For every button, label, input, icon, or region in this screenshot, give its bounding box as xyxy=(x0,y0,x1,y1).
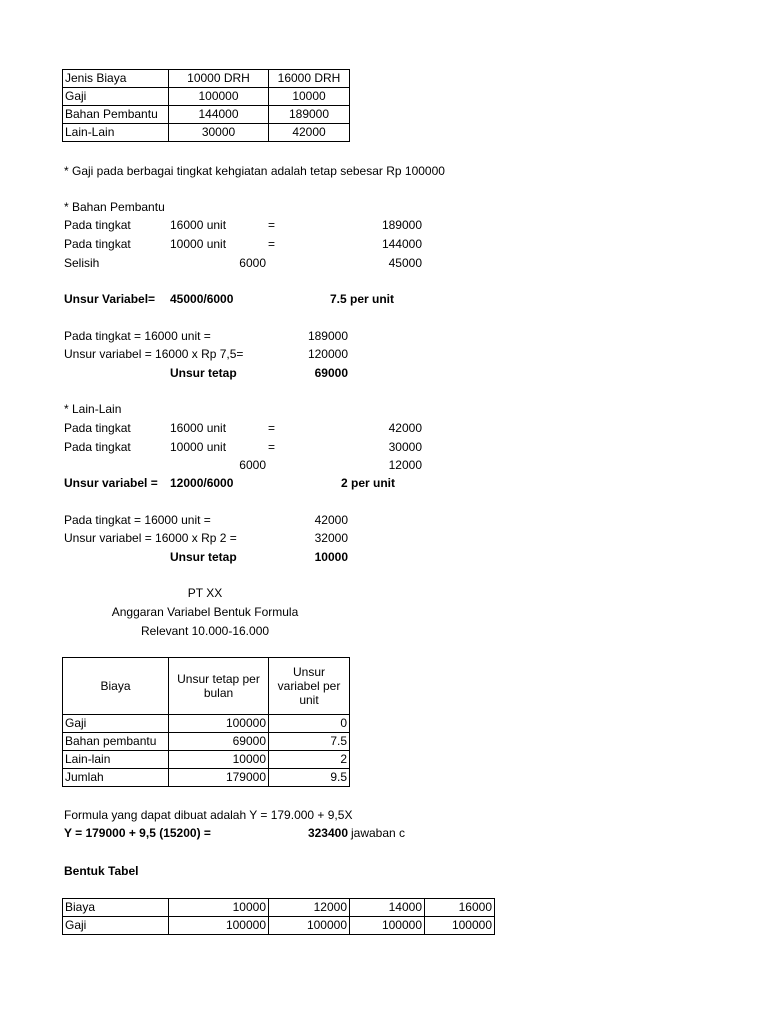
table-cell: 30000 xyxy=(169,124,269,142)
lain-title: * Lain-Lain xyxy=(64,402,122,416)
bahan-row1-eq: = xyxy=(268,218,276,232)
table-cell: 7.5 xyxy=(269,733,350,751)
table-row xyxy=(63,751,350,769)
header-cell: Jenis Biaya xyxy=(63,70,169,88)
header-cell: 12000 xyxy=(269,899,350,917)
bahan-row2-eq: = xyxy=(268,237,276,251)
table-cell: 100000 xyxy=(269,917,350,935)
bahan-row3-value: 45000 xyxy=(388,256,422,270)
table-header-row xyxy=(63,899,495,917)
table-row xyxy=(63,124,350,142)
table-cell: 10000 xyxy=(269,88,350,106)
lain-row2-eq: = xyxy=(268,440,276,454)
formula-answer: jawaban c xyxy=(351,826,406,840)
bahan-row2-value: 144000 xyxy=(381,237,422,251)
lain-row1-eq: = xyxy=(268,421,276,435)
formula-calc-label: Y = 179000 + 9,5 (15200) = xyxy=(64,826,211,840)
table-cell: 69000 xyxy=(169,733,269,751)
table-cell: 42000 xyxy=(269,124,350,142)
lain-row1-label: Pada tingkat xyxy=(64,421,131,435)
table-cell: 100000 xyxy=(425,917,495,935)
bahan-title: * Bahan Pembantu xyxy=(64,200,165,214)
lain-row2-value: 30000 xyxy=(388,440,422,454)
bahan-row3-diff: 6000 xyxy=(239,256,266,270)
table-cell: Lain-Lain xyxy=(63,124,169,142)
lain-calc2-value: 32000 xyxy=(314,531,348,545)
table-row xyxy=(63,715,350,733)
table-cell: 9.5 xyxy=(269,769,350,787)
table-cell: 100000 xyxy=(169,88,269,106)
bahan-row3-label: Selisih xyxy=(64,256,100,270)
bahan-variabel-formula: 45000/6000 xyxy=(170,292,234,306)
lain-row1-unit: 16000 unit xyxy=(170,421,227,435)
table-cell: 100000 xyxy=(169,715,269,733)
table-cell: 10000 xyxy=(169,751,269,769)
lain-variabel-label: Unsur variabel = xyxy=(64,476,158,490)
bahan-calc2-label: Unsur variabel = 16000 x Rp 7,5= xyxy=(64,347,244,361)
table-cell: 0 xyxy=(269,715,350,733)
table-cell: 144000 xyxy=(169,106,269,124)
table-cell: Lain-lain xyxy=(63,751,169,769)
bahan-row1-label: Pada tingkat xyxy=(64,218,131,232)
bahan-row1-unit: 16000 unit xyxy=(170,218,227,232)
lain-row3-diff: 6000 xyxy=(239,458,266,472)
table-cell: Bahan pembantu xyxy=(63,733,169,751)
header-cell: Biaya xyxy=(63,899,169,917)
table-row xyxy=(63,88,350,106)
table-row xyxy=(63,769,350,787)
table-header-row xyxy=(63,70,350,88)
bahan-row2-label: Pada tingkat xyxy=(64,237,131,251)
lain-calc1-value: 42000 xyxy=(314,513,348,527)
lain-row1-value: 42000 xyxy=(388,421,422,435)
note-gaji: * Gaji pada berbagai tingkat kehgiatan adalah tetap sebesar Rp 100000 xyxy=(64,164,445,178)
lain-variabel-formula: 12000/6000 xyxy=(170,476,234,490)
company-name: PT XX xyxy=(187,586,223,600)
bahan-variabel-result: 7.5 per unit xyxy=(330,292,395,306)
header-cell: 16000 xyxy=(425,899,495,917)
table-cell: 179000 xyxy=(169,769,269,787)
lain-calc1-label: Pada tingkat = 16000 unit = xyxy=(64,513,211,527)
header-cell: Unsur tetap per bulan xyxy=(169,658,269,715)
table-row xyxy=(63,733,350,751)
bahan-row1-value: 189000 xyxy=(381,218,422,232)
relevant-range: Relevant 10.000-16.000 xyxy=(140,624,270,638)
table-cell: 100000 xyxy=(169,917,269,935)
bahan-calc1-value: 189000 xyxy=(307,329,348,343)
table-cell: Jumlah xyxy=(63,769,169,787)
bentuk-tabel-table xyxy=(62,898,495,935)
lain-row2-unit: 10000 unit xyxy=(170,440,227,454)
budget-title: Anggaran Variabel Bentuk Formula xyxy=(111,605,299,619)
table-cell: 100000 xyxy=(350,917,425,935)
budget-formula-table xyxy=(62,657,350,787)
table-row xyxy=(63,917,495,935)
lain-calc2-label: Unsur variabel = 16000 x Rp 2 = xyxy=(64,531,237,545)
header-cell: 16000 DRH xyxy=(269,70,350,88)
header-cell: Unsur variabel per unit xyxy=(269,658,350,715)
bahan-row2-unit: 10000 unit xyxy=(170,237,227,251)
table-header-row xyxy=(63,658,350,715)
table-cell: Gaji xyxy=(63,917,169,935)
table-cell: Gaji xyxy=(63,715,169,733)
header-cell: Biaya xyxy=(63,658,169,715)
bahan-calc1-label: Pada tingkat = 16000 unit = xyxy=(64,329,211,343)
table-cell: Gaji xyxy=(63,88,169,106)
header-cell: 10000 DRH xyxy=(169,70,269,88)
table-cell: 2 xyxy=(269,751,350,769)
formula-line: Formula yang dapat dibuat adalah Y = 179.000 + 9,5X xyxy=(64,808,353,822)
table-row xyxy=(63,106,350,124)
cost-table xyxy=(62,69,350,142)
bahan-tetap-label: Unsur tetap xyxy=(170,366,237,380)
lain-variabel-result: 2 per unit xyxy=(341,476,396,490)
lain-tetap-label: Unsur tetap xyxy=(170,550,237,564)
formula-calc-value: 323400 xyxy=(307,826,348,840)
bahan-tetap-value: 69000 xyxy=(314,366,348,380)
bentuk-tabel-title: Bentuk Tabel xyxy=(64,864,139,878)
lain-tetap-value: 10000 xyxy=(314,550,348,564)
bahan-calc2-value: 120000 xyxy=(307,347,348,361)
lain-row2-label: Pada tingkat xyxy=(64,440,131,454)
table-cell: Bahan Pembantu xyxy=(63,106,169,124)
lain-row3-value: 12000 xyxy=(388,458,422,472)
table-cell: 189000 xyxy=(269,106,350,124)
bahan-variabel-label: Unsur Variabel= xyxy=(64,292,156,306)
header-cell: 10000 xyxy=(169,899,269,917)
header-cell: 14000 xyxy=(350,899,425,917)
